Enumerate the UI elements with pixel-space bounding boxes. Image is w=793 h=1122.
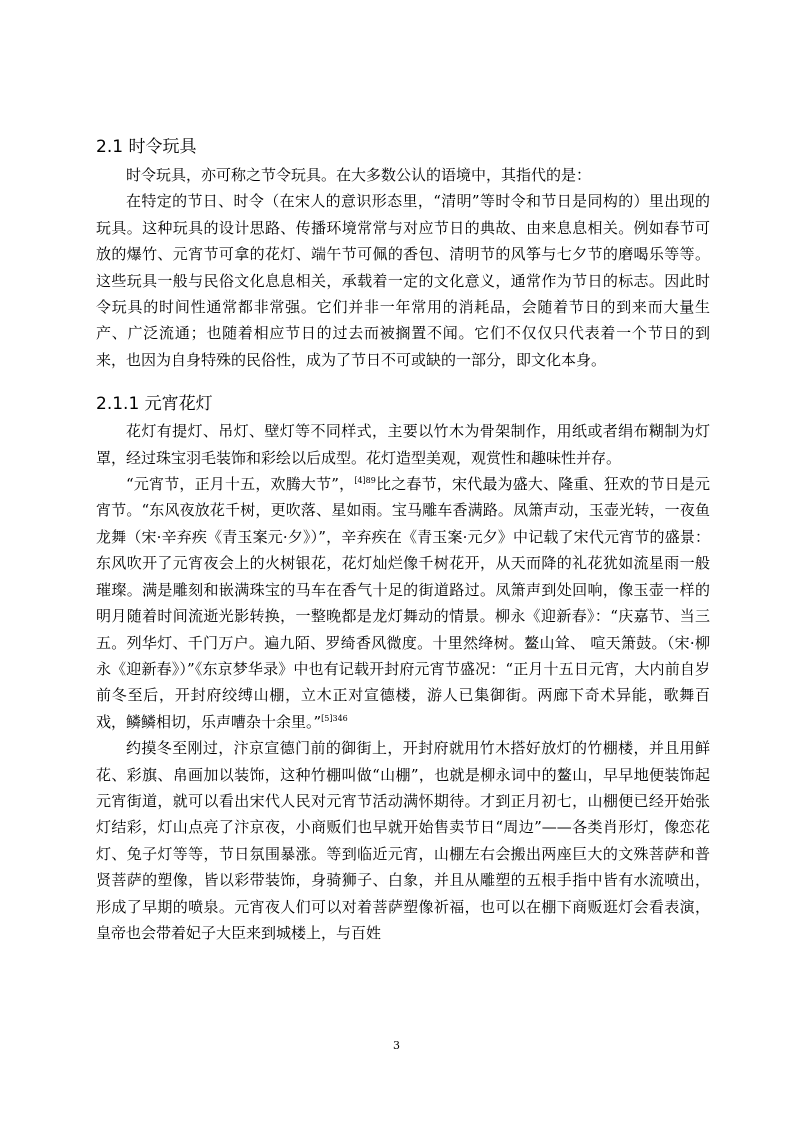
paragraph: 时令玩具，亦可称之节令玩具。在大多数公认的语境中，其指代的是：	[126, 166, 592, 184]
paragraph: 花灯有提灯、吊灯、壁灯等不同样式，主要以竹木为骨架制作，用纸或者绢布糊制为灯罩，经过珠宝羽毛装饰和彩绘以后成型。花灯造型美观，观赏性和趣味性并存。	[96, 422, 710, 467]
page-number: 3	[393, 1039, 400, 1052]
citation-reference: [5]346	[321, 713, 348, 723]
paragraph-text: “元宵节，正月十五，欢腾大节”，	[126, 475, 355, 494]
section-heading-2-1: 2.1 时令玩具	[96, 137, 197, 157]
paragraph: 约摸冬至刚过，汴京宣德门前的御街上，开封府就用竹木搭好放灯的竹棚楼，并且用鲜花、彩旗、帛画加以装饰，这种竹棚叫做“山棚”，也就是柳永词中的鳌山，早早地便装饰起元宵街道，就可以看出宋代人民对元宵节活动满怀期待。才到正月初七，山棚便已经开始张灯结彩，灯山点亮了汴京夜，小商贩们也早就开始售卖节日“周边”——各类肖形灯，像恋花灯、兔子灯等等，节日氛围暴涨。等到临近元宵，山棚左右会搬出两座巨大的文殊菩萨和普贤菩萨的塑像，皆以彩带装饰，身骑狮子、白象，并且从雕塑的五根手指中皆有水流喷出，形成了早期的喷泉。元宵夜人们可以对着菩萨塑像祈福，也可以在棚下商贩逛灯会看表演，皇帝也会带着妃子大臣来到城楼上，与百姓	[96, 739, 710, 942]
section-heading-2-1-1: 2.1.1 元宵花灯	[96, 394, 213, 415]
paragraph-text: 比之春节，宋代最为盛大、隆重、狂欢的节日是元宵节。“东风夜放花千树，更吹落、星如雨。宝马雕车香满路。凤箫声动，玉壶光转，一夜鱼龙舞（宋·辛弃疾《青玉案元·夕》）”，辛弃疾在《青玉案·元夕》中记载了宋代元宵节的盛景：东风吹开了元宵夜会上的火树银花，花灯灿烂像千树花开，从天而降的礼花犹如流星雨一般璀璨。满是雕刻和嵌满珠宝的马车在香气十足的街道路过。凤箫声到处回响，像玉壶一样的明月随着时间流逝光影转换，一整晚都是龙灯舞动的情景。柳永《迎新春》：“庆嘉节、当三五。列华灯、千门万户。遍九陌、罗绮香风微度。十里然绛树。鳌山耸、 喧天箫鼓。（宋·柳永《迎新春》）”《东京梦华录》中也有记载开封府元宵节盛况：“正月十五日元宵，大内前自岁前冬至后，开封府绞缚山棚，立木正对宣德楼，游人已集御街。两廊下奇术异能，歌舞百戏，鳞鳞相切，乐声嘈杂十余里。”	[96, 475, 710, 731]
page-body	[96, 136, 710, 946]
paragraph: 在特定的节日、时令（在宋人的意识形态里，“清明”等时令和节日是同构的）里出现的玩具。这种玩具的设计思路、传播环境常常与对应节日的典故、由来息息相关。例如春节可放的爆竹、元宵节可拿的花灯、端午节可佩的香包、清明节的风筝与七夕节的磨喝乐等等。这些玩具一般与民俗文化息息相关，承载着一定的文化意义，通常作为节日的标志。因此时令玩具的时间性通常都非常强。它们并非一年常用的消耗品，会随着节日的到来而大量生产、广泛流通；也随着相应节日的过去而被搁置不闻。它们不仅仅只代表着一个节日的到来，也因为自身特殊的民俗性，成为了节日不可或缺的一部分，即文化本身。	[96, 192, 710, 369]
paragraph	[96, 471, 710, 735]
citation-reference: [4]89	[354, 476, 376, 486]
